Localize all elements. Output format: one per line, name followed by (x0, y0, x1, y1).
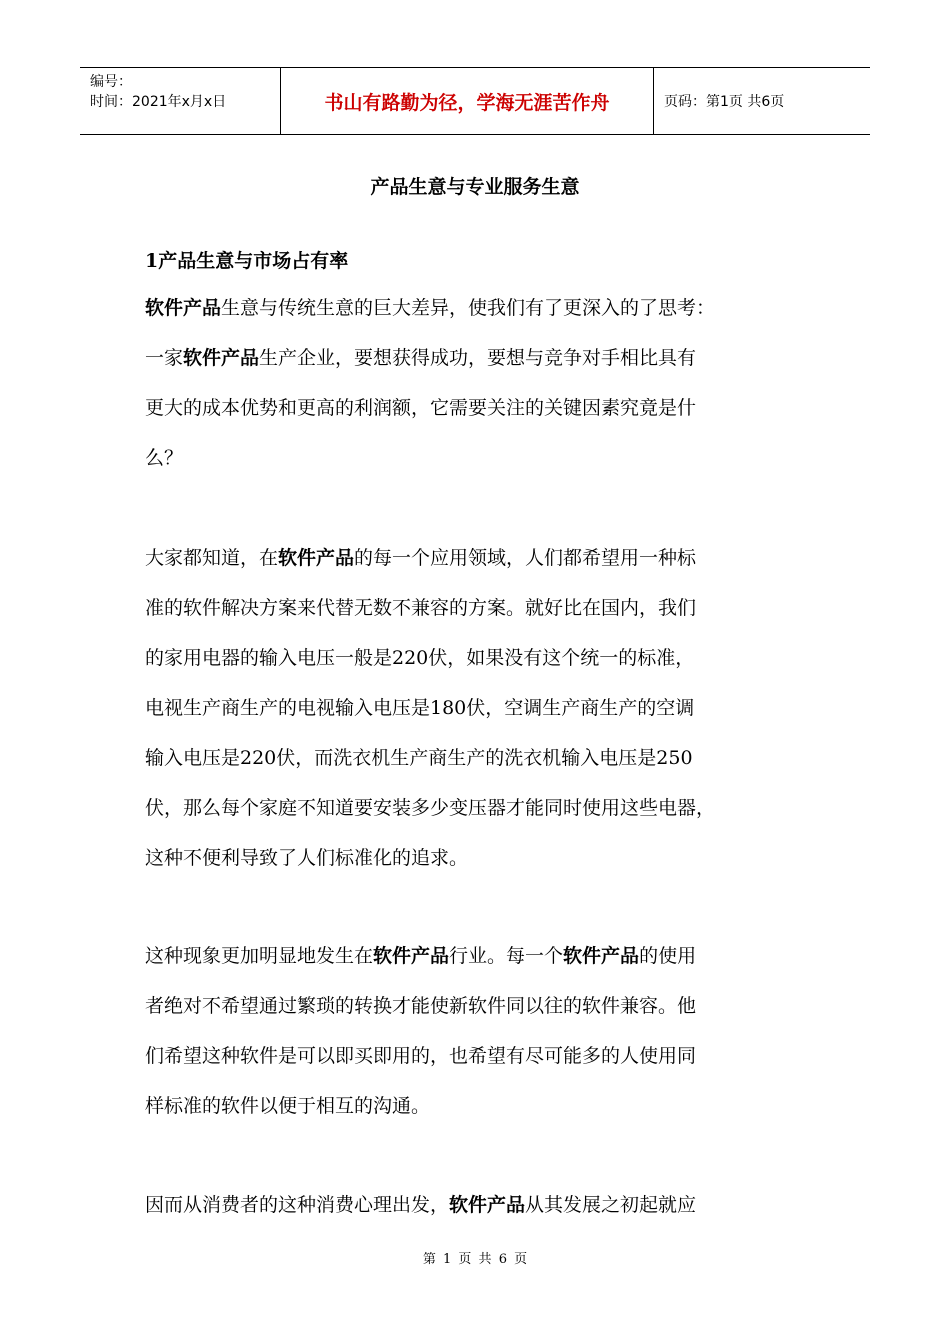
text-run: 么？ (145, 447, 184, 469)
paragraph-line (145, 833, 815, 883)
paragraph-line (145, 783, 815, 833)
paragraph-line (145, 333, 815, 383)
paragraph (145, 1180, 815, 1230)
bold-term: 软件产品 (183, 347, 260, 369)
text-run: 电视生产商生产的电视输入电压是180伏，空调生产商生产的空调 (145, 697, 695, 719)
text-run: 大家都知道，在 (145, 547, 279, 569)
bold-term: 软件产品 (449, 1194, 526, 1216)
time-label: 时间：2021年x月x日 (90, 94, 227, 110)
paragraph-line (145, 981, 815, 1031)
section-heading: 1产品生意与市场占有率 (145, 250, 349, 272)
header-meta-cell (80, 68, 281, 134)
paragraph-line (145, 633, 815, 683)
paragraph-line (145, 433, 815, 483)
paragraph-line (145, 583, 815, 633)
text-run: 这种不便利导致了人们标准化的追求。 (145, 847, 469, 869)
page-info: 页码：第1页 共6页 (664, 94, 785, 110)
paragraph-line (145, 1031, 815, 1081)
text-run: 的每一个应用领域，人们都希望用一种标 (354, 547, 697, 569)
text-run: 者绝对不希望通过繁琐的转换才能使新软件同以往的软件兼容。他 (145, 995, 697, 1017)
paragraph-line (145, 1081, 815, 1131)
paragraph-line (145, 1180, 815, 1230)
text-run: 样标准的软件以便于相互的沟通。 (145, 1095, 431, 1117)
text-run: 一家 (145, 347, 184, 369)
paragraph-line (145, 283, 815, 333)
text-run: 伏，那么每个家庭不知道要安装多少变压器才能同时使用这些电器， (145, 797, 716, 819)
paragraph-line (145, 383, 815, 433)
bold-term: 软件产品 (145, 297, 222, 319)
bold-term: 软件产品 (563, 945, 640, 967)
text-run: 的使用 (639, 945, 697, 967)
motto-text: 书山有路勤为径，学海无涯苦作舟 (324, 91, 610, 114)
text-run: 生产企业，要想获得成功，要想与竞争对手相比具有 (259, 347, 697, 369)
text-run: 生意与传统生意的巨大差异，使我们有了更深入的了思考： (221, 297, 716, 319)
paragraph-line (145, 931, 815, 981)
paragraph (145, 283, 815, 483)
paragraph-line (145, 733, 815, 783)
bold-term: 软件产品 (278, 547, 355, 569)
text-run: 们希望这种软件是可以即买即用的，也希望有尽可能多的人使用同 (145, 1045, 697, 1067)
header-table (80, 67, 870, 135)
header-page-cell (654, 68, 870, 134)
text-run: 输入电压是220伏，而洗衣机生产商生产的洗衣机输入电压是250 (145, 747, 693, 769)
document-title: 产品生意与专业服务生意 (370, 176, 580, 198)
number-label: 编号： (90, 74, 132, 90)
bold-term: 软件产品 (373, 945, 450, 967)
text-run: 准的软件解决方案来代替无数不兼容的方案。就好比在国内，我们 (145, 597, 697, 619)
text-run: 因而从消费者的这种消费心理出发， (145, 1194, 450, 1216)
text-run: 这种现象更加明显地发生在 (145, 945, 374, 967)
text-run: 从其发展之初起就应 (525, 1194, 697, 1216)
header-motto-cell (281, 68, 654, 134)
paragraph-line (145, 683, 815, 733)
paragraph (145, 931, 815, 1131)
text-run: 行业。每一个 (449, 945, 564, 967)
paragraph-line (145, 533, 815, 583)
paragraph (145, 533, 815, 883)
text-run: 的家用电器的输入电压一般是220伏，如果没有这个统一的标准， (145, 647, 695, 669)
page-footer: 第 1 页 共 6 页 (422, 1252, 528, 1267)
text-run: 更大的成本优势和更高的利润额，它需要关注的关键因素究竟是什 (145, 397, 697, 419)
